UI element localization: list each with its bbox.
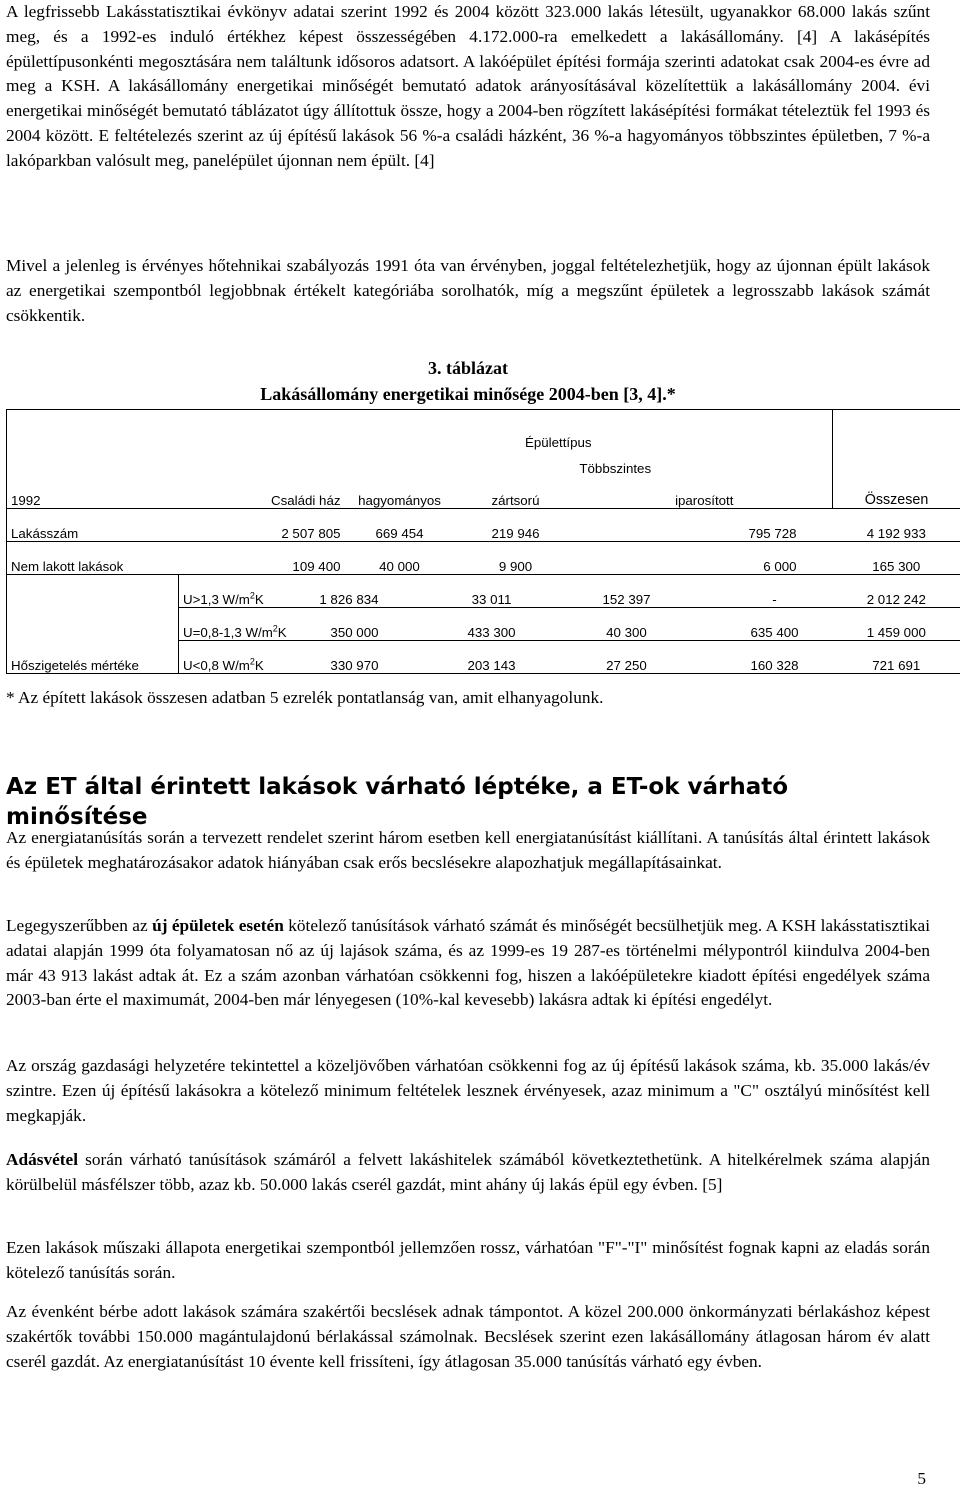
header-total: Összesen <box>833 476 960 509</box>
table-header-row-3 <box>7 476 960 509</box>
insulation-class: U>1,3 $W/m^2K$ <box>179 575 345 608</box>
row-label: Lakásszám <box>7 509 179 542</box>
section-paragraph-2: Legegyszerűbben az új épületek esetén kötelező tanúsítások várható számát és minőségét becsülhetjük meg. A KSH lakásstatisztikai adatai alapján 1999 óta folyamatosan nő az új lajások száma, és az 1999-es 19 287-es történelmi mélypontról kiindulva 2004-ben már 43 913 lakást adtak át. Ez a szám azonban várhatóan csökkenni fog, hiszen a lakóépületekre kiadott építési engedélyek száma 2003-ban érte el maximumát, 2004-ben már lényegesen (10%-kal kevesebb) lakásra adtak ki építési engedélyt. <box>6 916 930 1010</box>
table-header-row-2 <box>7 450 960 476</box>
section-heading: Az ET által érintett lakások várható léptéke, a ET-ok várható minősítése <box>6 774 789 830</box>
value-total: 721 691 <box>833 641 960 674</box>
table-row <box>7 575 960 608</box>
value-industrial: 795 728 <box>577 509 833 542</box>
value-total: 165 300 <box>833 542 960 575</box>
value-industrial: 635 400 <box>705 608 845 641</box>
insulation-class: U=0,8-1,3 $W/m^2K$ <box>179 608 345 641</box>
value-family: 109 400 <box>179 542 345 575</box>
section-paragraph-1: Az energiatanúsítás során a tervezett rendelet szerint három esetben kell energiatanúsítást kiállítani. A tanúsítás által érintett lakások és épületek meghatározásakor adatok hiányában csak erős becslésekre alapozhatjuk megállapításainkat. <box>6 828 930 872</box>
value-closed: 40 300 <box>569 608 685 641</box>
value-industrial: 160 328 <box>705 641 845 674</box>
table-number: 3. táblázat <box>428 358 508 378</box>
value-total: 2 012 242 <box>833 575 960 608</box>
value-industrial: - <box>705 575 845 608</box>
header-traditional: hagyományos <box>345 476 455 509</box>
value-traditional: 203 143 <box>431 641 553 674</box>
value-traditional: 33 011 <box>431 575 553 608</box>
intro-paragraph-2: Mivel a jelenleg is érvényes hőtehnikai szabályozás 1991 óta van érvényben, joggal feltételezhetjük, hogy az újonnan épült lakások az energetikai szempontból legjobbnak értékelt kategóriába sorolhatók, míg a megszűnt épületek a legrosszabb lakások számát csökkentik. <box>6 256 930 325</box>
value-traditional: 669 454 <box>345 509 455 542</box>
section-paragraph-6: Az évenként bérbe adott lakások számára szakértői becslések adnak támpontot. A közel 200.000 önkormányzati bérlakáshoz képest szakértők további 150.000 magántulajdonú bérlakással számolnak. Becslések szerint ezen lakásállomány átlagosan három év alatt cserél gazdát. Az energiatanúsítást 10 évente kell frissíteni, így átlagosan 35.000 tanúsítás várható egy évben. <box>6 1302 930 1371</box>
energy-quality-table <box>6 409 960 674</box>
section-paragraph-3: Az ország gazdasági helyzetére tekintettel a közeljövőben várhatóan csökkenni fog az új építésű lakások száma, kb. 35.000 lakás/év szintre. Ezen új építésű lakásokra a kötelező minimum feltételek lesznek érvényesek, azaz minimum a "C" osztályú minősítést kell megkapják. <box>6 1056 930 1125</box>
page-number: 5 <box>917 1469 926 1488</box>
value-closed: 9 900 <box>455 542 577 575</box>
value-closed: 27 250 <box>569 641 685 674</box>
table-row <box>7 509 960 542</box>
value-family: 2 507 805 <box>179 509 345 542</box>
value-family: 1 826 834 <box>273 575 383 608</box>
value-total: 4 192 933 <box>833 509 960 542</box>
header-building-type: Épülettípus <box>345 410 833 450</box>
table-title: Lakásállomány energetikai minősége 2004-ben [3, 4].* <box>260 384 676 404</box>
header-family-house: Családi ház <box>179 476 345 509</box>
header-industrial: iparosított <box>577 476 833 509</box>
section-paragraph-4: Adásvétel során várható tanúsítások számáról a felvett lakáshitelek számából következtethetünk. A hitelkérelmek száma alapján körülbelül másfélszer több, azaz kb. 50.000 lakás cserél gazdát, mint ahány új lakás épül egy évben. [5] <box>6 1150 930 1194</box>
value-traditional: 40 000 <box>345 542 455 575</box>
header-closed-row: zártsorú <box>455 476 577 509</box>
new-buildings-emphasis: új épületek esetén <box>152 916 284 935</box>
value-family: 330 970 <box>273 641 383 674</box>
header-multistorey: Többszintes <box>579 460 652 476</box>
table-row <box>7 608 960 641</box>
value-industrial: 6 000 <box>577 542 833 575</box>
header-year: 1992 <box>7 476 179 509</box>
value-closed: 152 397 <box>569 575 685 608</box>
sale-emphasis: Adásvétel <box>6 1150 78 1169</box>
section-paragraph-5: Ezen lakások műszaki állapota energetikai szempontból jellemzően rossz, várhatóan "F"-"I" minősítést fognak kapni az eladás során kötelező tanúsítás során. <box>6 1238 930 1282</box>
table-row <box>7 641 960 674</box>
table-row <box>7 542 960 575</box>
row-label: Hőszigetelés mértéke <box>7 641 179 674</box>
table-footnote: * Az épített lakások összesen adatban 5 ezrelék pontatlanság van, amit elhanyagolunk. <box>6 688 604 707</box>
intro-paragraph-1: A legfrissebb Lakásstatisztikai évkönyv adatai szerint 1992 és 2004 között 323.000 lakás létesült, ugyanakkor 68.000 lakás szűnt meg, és a 1992-es induló értékhez képest összességében 4.172.000-ra emelkedett a lakásállomány. [4] A lakásépítés épülettípusonkénti megosztására nem találtunk idősoros adatsort. A lakóépület építési formája szerinti adatokat csak 2004-es évre ad meg a KSH. A lakásállomány energetikai minőségét bemutató adatok arányosításával közelítettük a lakásállomány 2004. évi energetikai minőségét bemutató táblázatot úgy állítottuk össze, hogy a 2004-ben rögzített lakásépítési formákat tételeztük fel 1993 és 2004 között. E feltételezés szerint az új építésű lakások 56 %-a családi házként, 36 %-a hagyományos többszintes épületben, 7 %-a lakóparkban valósult meg, panelépület újonnan nem épült. [4] <box>6 2 930 170</box>
insulation-class: U<0,8 $W/m^2K$ <box>179 641 345 674</box>
value-traditional: 433 300 <box>431 608 553 641</box>
value-closed: 219 946 <box>455 509 577 542</box>
table-header-row-1 <box>7 410 960 450</box>
row-label: Nem lakott lakások <box>7 542 179 575</box>
value-total: 1 459 000 <box>833 608 960 641</box>
value-family: 350 000 <box>273 608 383 641</box>
